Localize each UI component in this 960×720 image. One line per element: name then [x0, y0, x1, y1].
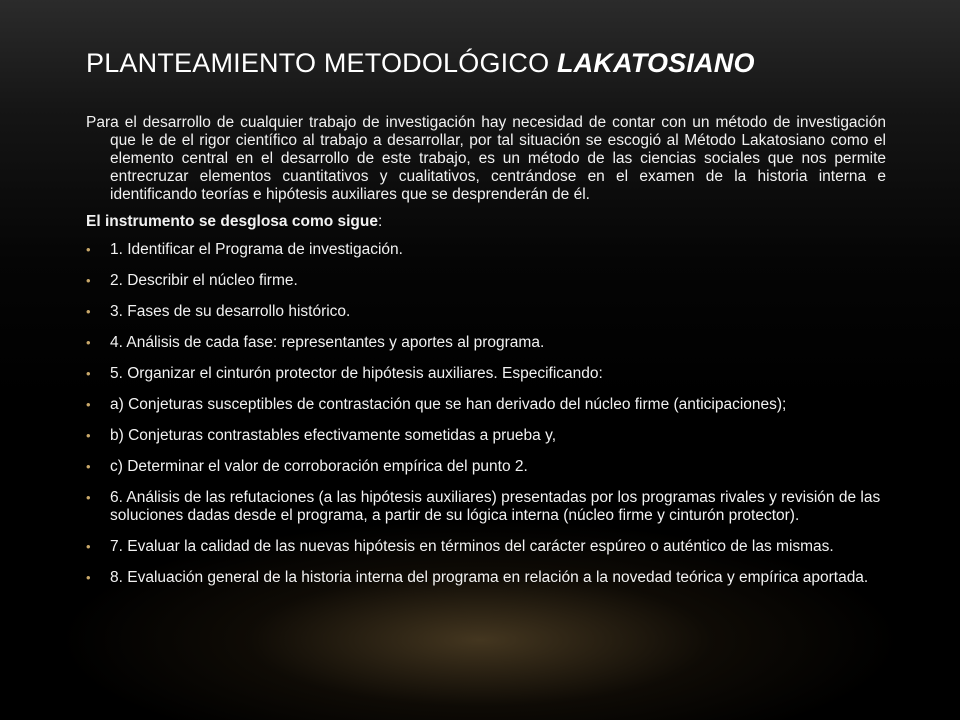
bullet-icon: • — [86, 273, 91, 288]
list-item-text: 4. Análisis de cada fase: representantes y aportes al programa. — [110, 334, 545, 351]
list-item — [86, 334, 886, 352]
list-item — [86, 241, 886, 259]
list-item-text: 8. Evaluación general de la historia interna del programa en relación a la novedad teórica y empírica aportada. — [110, 569, 869, 586]
bullet-icon: • — [86, 242, 91, 257]
list-item-text: a) Conjeturas susceptibles de contrastación que se han derivado del núcleo firme (anticipaciones); — [110, 396, 787, 413]
list-item-text: 3. Fases de su desarrollo histórico. — [110, 303, 351, 320]
list-item-text: 1. Identificar el Programa de investigación. — [110, 241, 403, 258]
list-item — [86, 538, 886, 556]
bullet-icon: • — [86, 428, 91, 443]
list-item — [86, 427, 886, 445]
list-item-text: 6. Análisis de las refutaciones (a las hipótesis auxiliares) presentadas por los programas rivales y revisión de las soluciones dadas desde el programa, a partir de su lógica interna (núcleo firme y cinturón protector). — [110, 489, 881, 524]
bullet-icon: • — [86, 570, 91, 585]
list-item-text: 5. Organizar el cinturón protector de hipótesis auxiliares. Especificando: — [110, 365, 603, 382]
slide-title — [86, 48, 755, 79]
instrument-steps-list — [86, 241, 886, 587]
bullet-icon: • — [86, 335, 91, 350]
list-item-text: c) Determinar el valor de corroboración empírica del punto 2. — [110, 458, 528, 475]
bullet-icon: • — [86, 366, 91, 381]
list-item — [86, 396, 886, 414]
instrument-heading-colon: : — [378, 213, 383, 230]
bullet-icon: • — [86, 490, 91, 505]
bullet-icon: • — [86, 459, 91, 474]
slide-content — [86, 114, 886, 600]
list-item — [86, 489, 886, 525]
intro-paragraph: Para el desarrollo de cualquier trabajo de investigación hay necesidad de contar con un método de investigación que le de el rigor científico al trabajo a desarrollar, por tal situación se escogió al Método Lakatosiano como el elemento central en el desarrollo de este trabajo, es un método de las ciencias sociales que nos permite entrecruzar elementos cuantitativos y cualitativos, centrándose en el examen de la historia interna e identificando teorías e hipótesis auxiliares que se desprenderán de él. — [86, 114, 886, 203]
bullet-icon: • — [86, 539, 91, 554]
bullet-icon: • — [86, 397, 91, 412]
instrument-heading — [86, 213, 886, 231]
list-item — [86, 303, 886, 321]
list-item — [86, 272, 886, 290]
slide-title-main: PLANTEAMIENTO METODOLÓGICO — [86, 48, 557, 78]
list-item — [86, 365, 886, 383]
slide-title-emphasis: LAKATOSIANO — [556, 48, 755, 78]
list-item — [86, 569, 886, 587]
list-item-text: 2. Describir el núcleo firme. — [110, 272, 298, 289]
instrument-heading-text: El instrumento se desglosa como sigue — [86, 213, 378, 230]
list-item-text: b) Conjeturas contrastables efectivamente sometidas a prueba y, — [110, 427, 557, 444]
list-item — [86, 458, 886, 476]
bullet-icon: • — [86, 304, 91, 319]
list-item-text: 7. Evaluar la calidad de las nuevas hipótesis en términos del carácter espúreo o auténtico de las mismas. — [110, 538, 834, 555]
